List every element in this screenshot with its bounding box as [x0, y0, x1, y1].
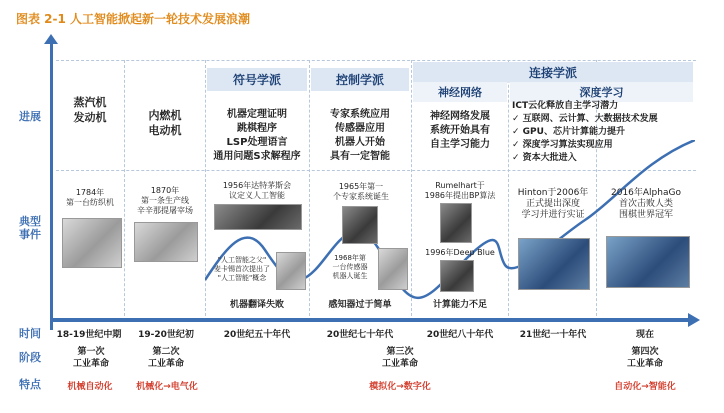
- grid-column-divider: [124, 60, 125, 316]
- hinton-photo: [518, 238, 590, 290]
- school-deep-learning: 深度学习: [510, 82, 693, 102]
- school-connection: 连接学派: [413, 62, 693, 83]
- stage-middle: 第三次 工业革命: [381, 347, 418, 369]
- row-label-time: 时间: [19, 327, 41, 340]
- event-col-4b: 1968年第 一台传感器 机器人诞生: [332, 254, 368, 280]
- row-label-feature: 特点: [19, 378, 41, 391]
- event-col-2: 1870年 第一条生产线 辛辛那提屠宰场: [137, 186, 193, 215]
- row-label-events: 典型 事件: [19, 215, 41, 241]
- time-col-4: 20世纪七十年代: [326, 330, 394, 340]
- timeline-arrow: [688, 313, 700, 327]
- feature-col-2: 机械化→电气化: [136, 382, 198, 392]
- time-col-3: 20世纪五十年代: [223, 330, 291, 340]
- vertical-axis: [50, 40, 53, 330]
- event-col-1: 1784年 第一台纺织机: [66, 188, 114, 207]
- figure-title: 图表 2-1 人工智能掀起新一轮技术发展浪潮: [16, 12, 251, 26]
- event-col-5: Rumelhart于 1986年提出BP算法: [424, 181, 496, 200]
- failure-col-4: 感知器过于简单: [328, 300, 392, 310]
- alphago-photo: [606, 236, 690, 288]
- deep-blue-photo: [440, 260, 474, 292]
- time-col-6: 21世纪一十年代: [519, 330, 587, 340]
- row-label-progress: 进展: [19, 110, 41, 123]
- stage-col-2: 第二次 工业革命: [147, 347, 184, 369]
- feature-col-7: 自动化→智能化: [614, 382, 676, 392]
- failure-col-3: 机器翻译失败: [229, 300, 284, 310]
- stage-col-1: 第一次 工业革命: [72, 347, 109, 369]
- textile-machine-photo: [62, 218, 122, 268]
- failure-col-5: 计算能力不足: [432, 300, 487, 310]
- robot-photo: [378, 248, 408, 290]
- school-control: 控制学派: [311, 68, 409, 91]
- progress-col-2: 内燃机 电动机: [148, 109, 182, 137]
- time-col-7: 现在: [635, 330, 654, 340]
- mccarthy-photo: [276, 252, 306, 290]
- school-symbolic: 符号学派: [207, 68, 307, 91]
- progress-col-1: 蒸汽机 发动机: [73, 96, 107, 124]
- event-col-7: 2016年AlphaGo 首次击败人类 围棋世界冠军: [611, 188, 681, 220]
- feature-middle: 模拟化→数字化: [369, 382, 431, 392]
- rumelhart-photo: [440, 203, 472, 243]
- progress-col-3: 机器定理证明 跳棋程序 LSP处理语言 通用问题S求解程序: [213, 109, 301, 162]
- feature-col-1: 机械自动化: [67, 382, 113, 392]
- time-col-1: 18-19世纪中期: [56, 330, 122, 340]
- event-col-6: Hinton于2006年 正式提出深度 学习并进行实证: [517, 188, 589, 220]
- dartmouth-photo: [214, 204, 302, 230]
- progress-col-6: ICT云化释放自主学习潜力 ✓ 互联网、云计算、大数据技术发展 ✓ GPU、芯片计算能力提升 ✓ 深度学习算法实现应用 ✓ 资本大批进入: [512, 101, 658, 163]
- event-col-3b: "人工智能之父" 麦卡锡首次提出了 "人工智能"概念: [214, 256, 270, 282]
- grid-line-top: [56, 60, 696, 61]
- progress-col-5: 神经网络发展 系统开始具有 自主学习能力: [430, 111, 490, 150]
- time-col-5: 20世纪八十年代: [426, 330, 494, 340]
- timeline-axis: [50, 318, 690, 322]
- school-neural-network: 神经网络: [413, 82, 507, 102]
- event-col-4: 1965年第一 个专家系统诞生: [333, 182, 389, 201]
- row-label-stage: 阶段: [19, 351, 41, 364]
- production-line-photo: [134, 222, 198, 262]
- event-col-3: 1956年达特茅斯会 议定义人工智能: [222, 181, 292, 200]
- stage-col-7: 第四次 工业革命: [626, 347, 663, 369]
- progress-col-4: 专家系统应用 传感器应用 机器人开始 具有一定智能: [330, 109, 390, 162]
- time-col-2: 19-20世纪初: [138, 330, 194, 340]
- expert-system-photo: [342, 206, 378, 244]
- event-col-5b: 1996年Deep Blue: [425, 248, 495, 257]
